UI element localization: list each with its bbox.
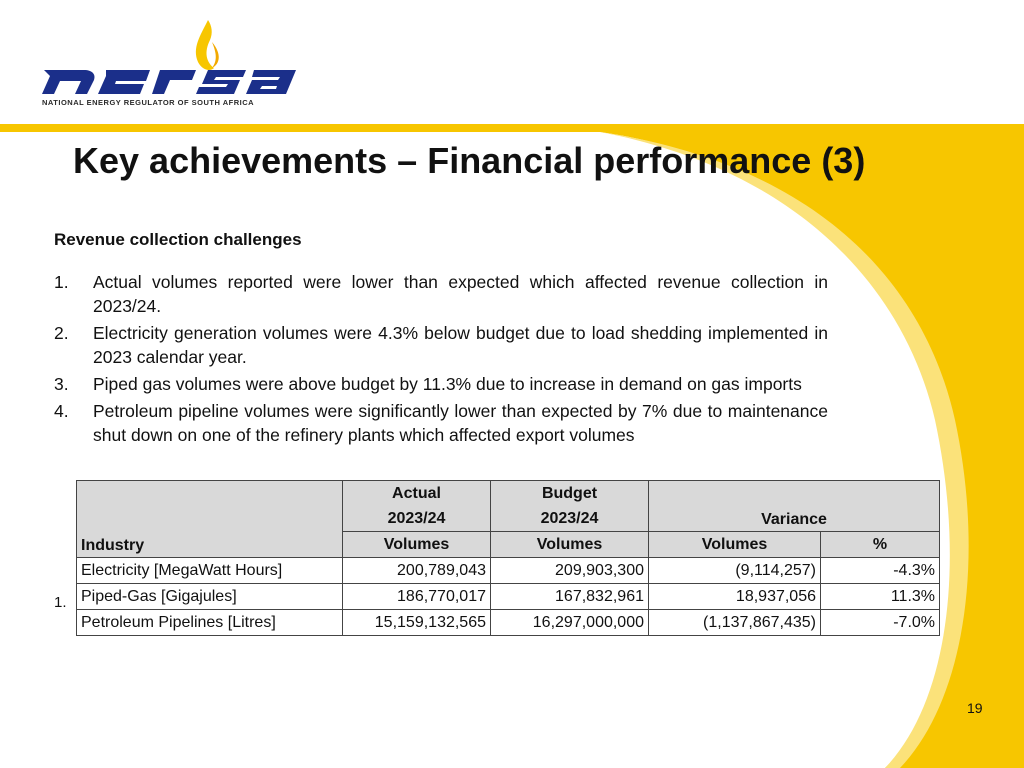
header-variance: Variance [649,481,940,532]
logo-tagline: NATIONAL ENERGY REGULATOR OF SOUTH AFRICA [42,98,255,107]
cell-industry: Piped-Gas [Gigajules] [77,584,343,610]
cell-actual: 15,159,132,565 [343,610,491,636]
list-item [54,321,828,369]
challenges-list [54,270,828,450]
cell-actual: 200,789,043 [343,558,491,584]
header-actual-line1: Actual [343,481,491,507]
list-text: Piped gas volumes were above budget by 11.3% due to increase in demand on gas imports [93,374,802,394]
list-text: Petroleum pipeline volumes were significantly lower than expected by 7% due to maintenance shut down on one of the refinery plants which affected export volumes [93,401,828,445]
volumes-table [76,480,940,636]
header-actual-line2: 2023/24 [343,506,491,532]
header-budget-volumes: Volumes [491,532,649,558]
cell-percent: -7.0% [821,610,940,636]
nersa-logo [40,18,305,113]
cell-budget: 16,297,000,000 [491,610,649,636]
cell-budget: 209,903,300 [491,558,649,584]
table-row [77,558,940,584]
stray-list-number: 1. [54,594,67,611]
list-item [54,270,828,318]
cell-industry: Petroleum Pipelines [Litres] [77,610,343,636]
header-budget-line1: Budget [491,481,649,507]
list-text: Actual volumes reported were lower than expected which affected revenue collection in 2023/24. [93,272,828,316]
cell-percent: -4.3% [821,558,940,584]
header-industry: Industry [77,481,343,558]
cell-variance: 18,937,056 [649,584,821,610]
cell-variance: (9,114,257) [649,558,821,584]
list-number: 1. [54,272,69,292]
header-actual-volumes: Volumes [343,532,491,558]
header-budget-line2: 2023/24 [491,506,649,532]
list-item [54,399,828,447]
section-subtitle: Revenue collection challenges [54,230,302,249]
cell-actual: 186,770,017 [343,584,491,610]
cell-percent: 11.3% [821,584,940,610]
header-variance-percent: % [821,532,940,558]
table-header-row [77,481,940,507]
cell-variance: (1,137,867,435) [649,610,821,636]
nersa-wordmark-graphic [40,18,305,98]
list-text: Electricity generation volumes were 4.3% below budget due to load shedding implemented in 2023 calendar year. [93,323,828,367]
header-variance-volumes: Volumes [649,532,821,558]
page-number: 19 [967,700,983,716]
table-row [77,610,940,636]
slide-title: Key achievements – Financial performance (3) [73,140,866,181]
cell-budget: 167,832,961 [491,584,649,610]
cell-industry: Electricity [MegaWatt Hours] [77,558,343,584]
table-row [77,584,940,610]
list-number: 3. [54,374,69,394]
list-item [54,372,828,396]
list-number: 2. [54,323,69,343]
list-number: 4. [54,401,69,421]
